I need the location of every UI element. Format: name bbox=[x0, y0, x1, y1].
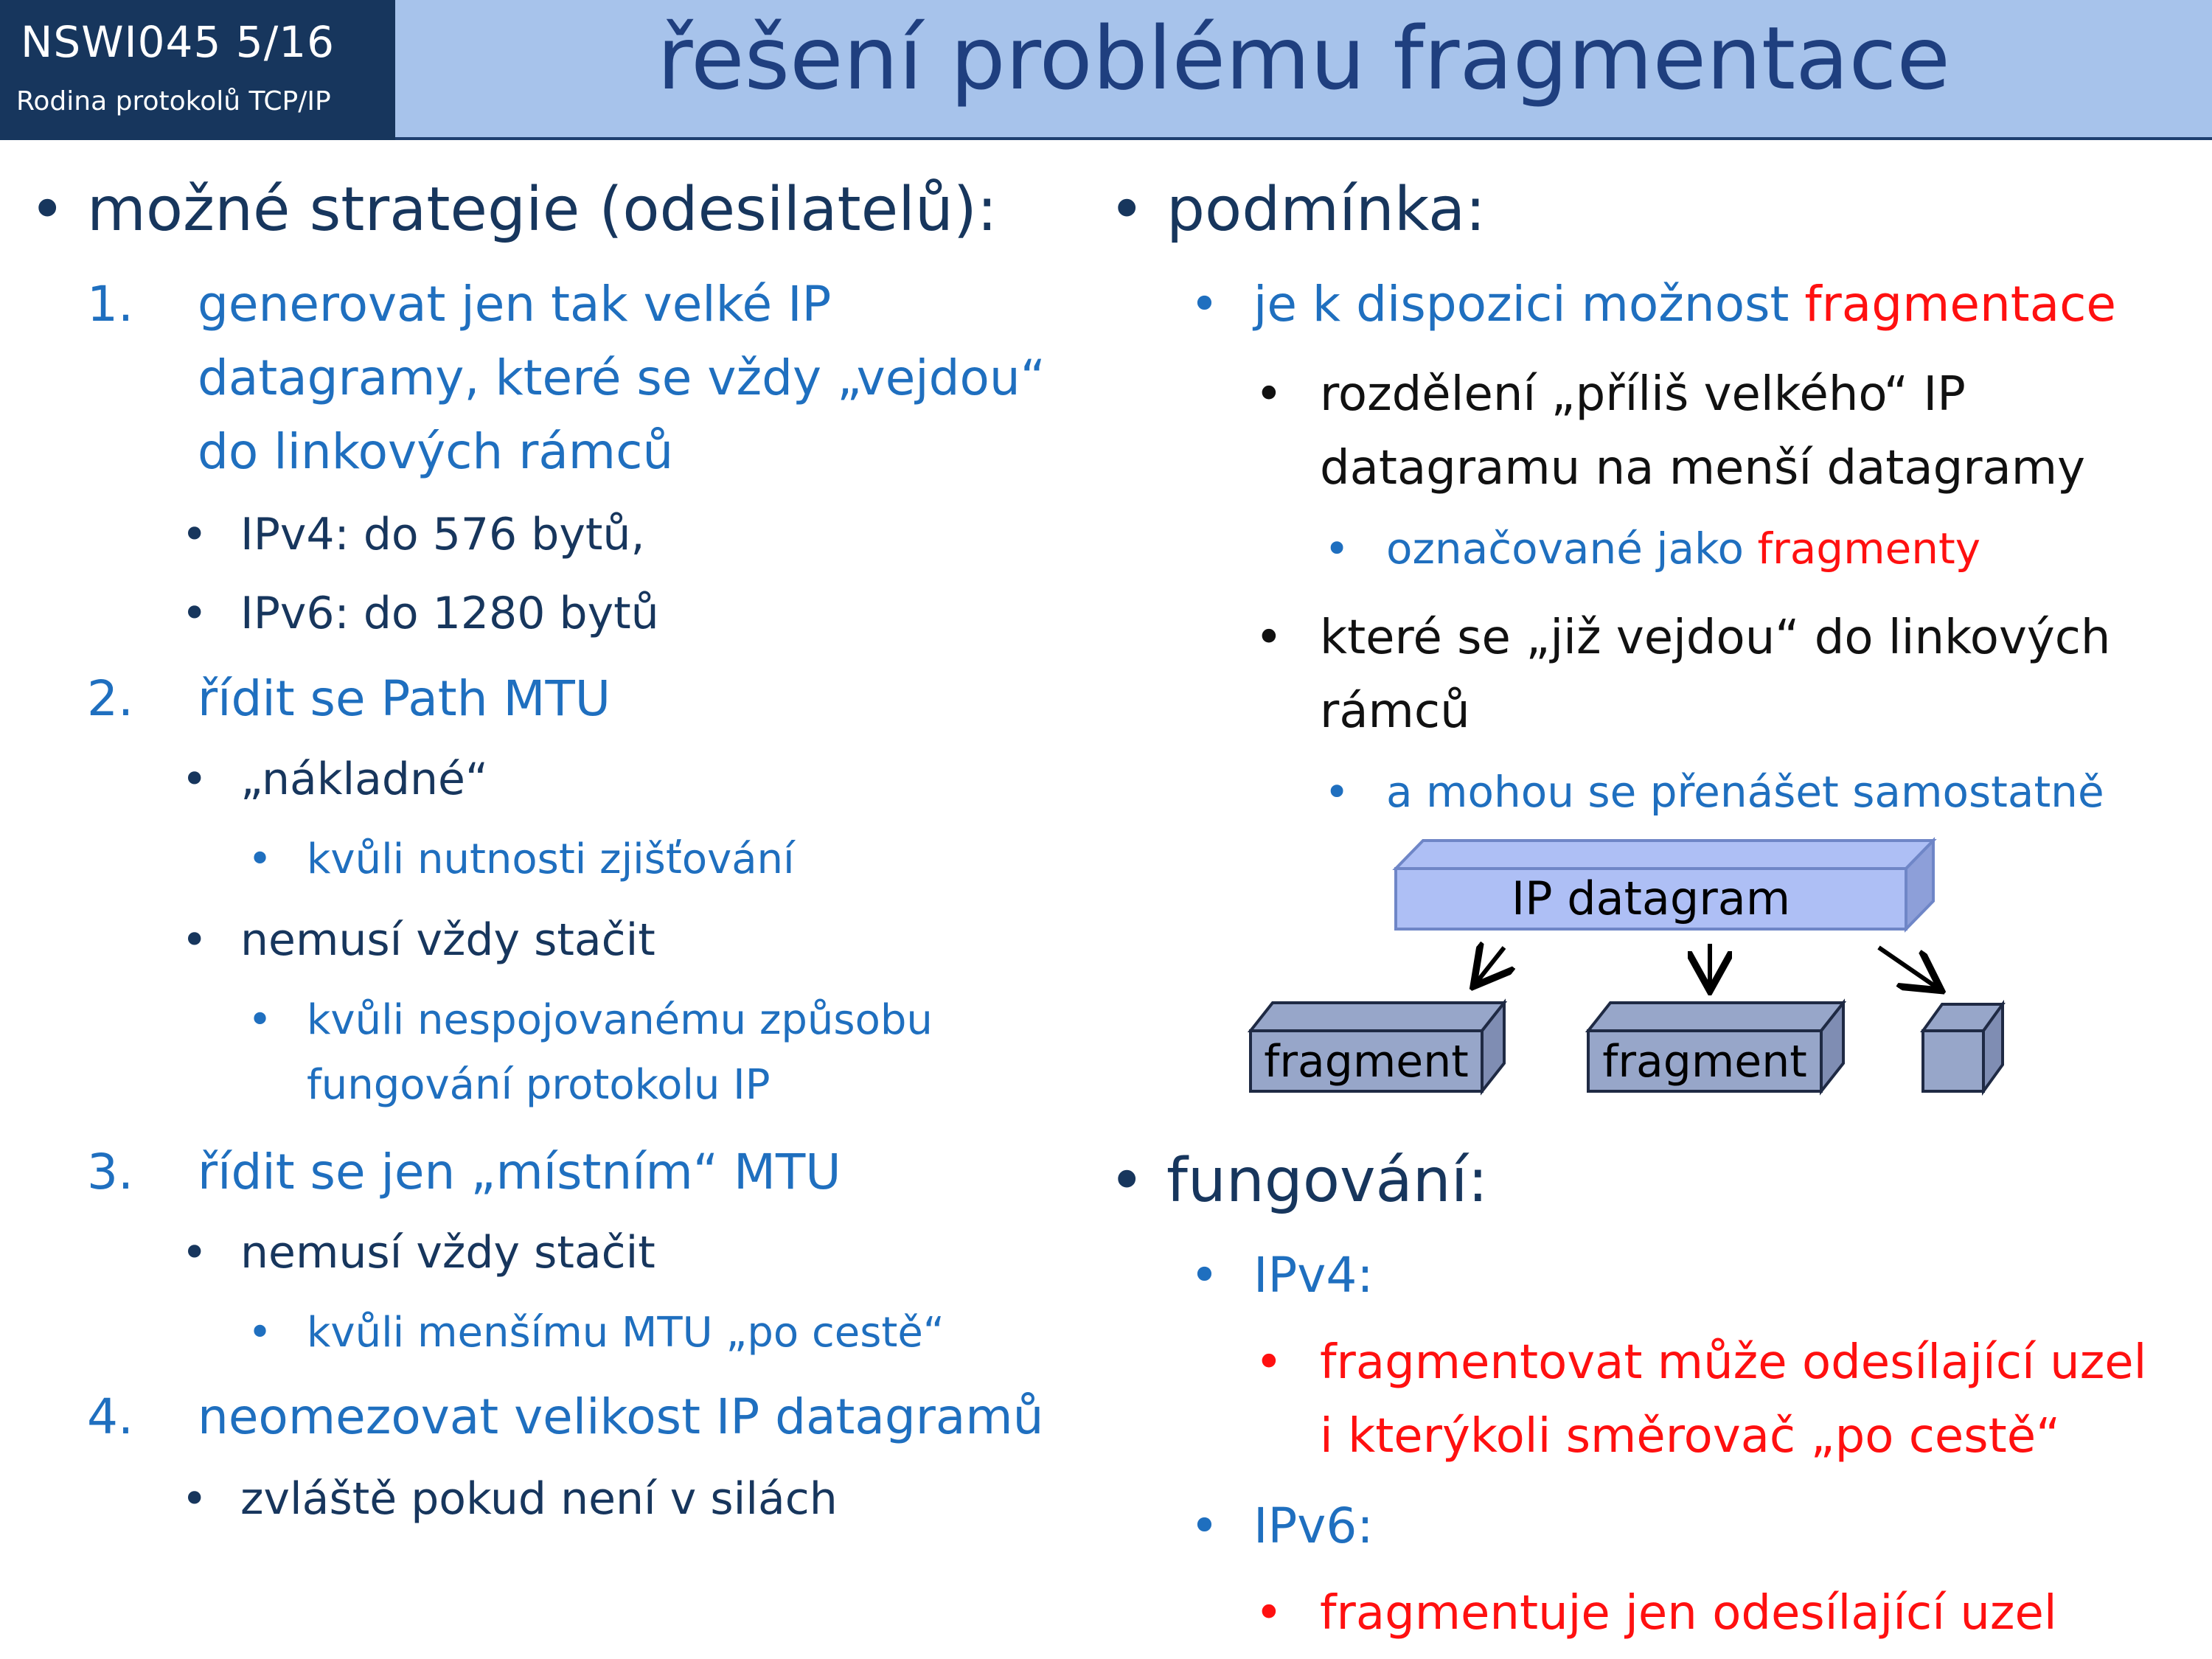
ipv6-label: • IPv6: bbox=[1253, 1489, 1374, 1563]
fragments-highlight: fragmenty bbox=[1757, 524, 1981, 574]
bullet-dot: • bbox=[248, 835, 273, 883]
strategy-text-line: do linkových rámců bbox=[198, 423, 674, 480]
list-item: • kvůli nutnosti zjišťování bbox=[307, 827, 795, 892]
box-top-face bbox=[1396, 841, 1933, 869]
bullet-dot: • bbox=[181, 509, 208, 560]
box-top-face bbox=[1588, 1003, 1843, 1031]
bullet-dot: • bbox=[181, 588, 208, 639]
bullet-dot: • bbox=[181, 754, 208, 805]
strategy-text-line: řídit se jen „místním“ MTU bbox=[198, 1144, 841, 1200]
list-item: • fragmentovat může odesílající uzel i kterýkoli směrovač „po cestě“ bbox=[1320, 1326, 2146, 1473]
list-item: • kvůli menšímu MTU „po cestě“ bbox=[307, 1301, 945, 1366]
bullet-dot: • bbox=[1190, 276, 1219, 333]
bullet-dot: • bbox=[1190, 1498, 1219, 1554]
bullet-dot: • bbox=[1190, 1247, 1219, 1304]
fragmentation-highlight: fragmentace bbox=[1804, 276, 2117, 333]
list-item: • nemusí vždy stačit bbox=[240, 1220, 655, 1286]
course-code: NSWI045 5/16 bbox=[21, 17, 335, 67]
arrow-icon bbox=[1879, 947, 1938, 988]
strategy-text-line: datagramy, které se vždy „vejdou“ bbox=[198, 349, 1046, 406]
bullet-dot: • bbox=[181, 1227, 208, 1279]
list-item: • fragmentuje jen odesílající uzel bbox=[1320, 1576, 2057, 1650]
strategy-number: 4. bbox=[87, 1388, 133, 1445]
ipv4-label: • IPv4: bbox=[1253, 1239, 1374, 1312]
left-heading: • možné strategie (odesilatelů): bbox=[87, 173, 998, 247]
bullet-dot: • bbox=[248, 1309, 273, 1357]
list-item: • kvůli nespojovanému způsobu fungování protokolu IP bbox=[307, 988, 933, 1118]
strategy-text-line: neomezovat velikost IP datagramů bbox=[198, 1388, 1044, 1445]
small-fragment-box bbox=[1923, 1004, 2003, 1091]
bullet-dot: • bbox=[1255, 1335, 1283, 1390]
bullet-dot: • bbox=[1324, 524, 1350, 574]
bullet-dot: • bbox=[248, 996, 273, 1044]
strategy-number: 2. bbox=[87, 670, 133, 727]
condition-sub: • je k dispozici možnost fragmentace bbox=[1253, 268, 2116, 341]
list-item: • IPv4: do 576 bytů, bbox=[240, 501, 645, 568]
fragment-box bbox=[1588, 1003, 1843, 1091]
bullet-dot: • bbox=[1109, 1146, 1145, 1216]
list-item: • zvláště pokud není v silách bbox=[240, 1466, 838, 1532]
bullet-dot: • bbox=[1255, 611, 1283, 665]
operation-heading: • fungování: bbox=[1166, 1144, 1488, 1218]
box-front-face bbox=[1923, 1031, 1983, 1091]
fragment-box bbox=[1251, 1003, 1504, 1091]
bullet-dot: • bbox=[181, 914, 208, 966]
list-item: • rozdělení „příliš velkého“ IP datagramu na menší datagramy bbox=[1320, 358, 2085, 505]
bullet-dot: • bbox=[1109, 175, 1145, 245]
arrow-icon bbox=[1476, 947, 1504, 983]
list-item: • „nákladné“ bbox=[240, 746, 488, 813]
slide-title: řešení problému fragmentace bbox=[657, 7, 1950, 109]
ip-datagram-label: IP datagram bbox=[1511, 872, 1791, 925]
bullet-dot: • bbox=[29, 175, 66, 245]
box-top-face bbox=[1251, 1003, 1504, 1031]
list-item: • označované jako fragmenty bbox=[1386, 516, 1980, 581]
list-item: • a mohou se přenášet samostatně bbox=[1386, 759, 2104, 824]
strategy-number: 3. bbox=[87, 1144, 133, 1200]
bullet-dot: • bbox=[181, 1473, 208, 1525]
course-subtitle: Rodina protokolů TCP/IP bbox=[16, 86, 331, 116]
ip-datagram-box bbox=[1396, 841, 1933, 929]
bullet-dot: • bbox=[1255, 367, 1283, 422]
strategy-text-line: generovat jen tak velké IP bbox=[198, 276, 832, 333]
list-item: • které se „již vejdou“ do linkových rámců bbox=[1320, 601, 2110, 748]
bullet-dot: • bbox=[1255, 1586, 1283, 1641]
condition-heading: • podmínka: bbox=[1166, 173, 1486, 247]
strategy-text-line: řídit se Path MTU bbox=[198, 670, 611, 727]
list-item: • nemusí vždy stačit bbox=[240, 907, 655, 973]
bullet-dot: • bbox=[1324, 767, 1350, 817]
list-item: • IPv6: do 1280 bytů bbox=[240, 580, 659, 647]
fragment-label: fragment bbox=[1264, 1036, 1469, 1088]
strategy-number: 1. bbox=[87, 276, 133, 333]
fragment-label: fragment bbox=[1602, 1036, 1807, 1088]
